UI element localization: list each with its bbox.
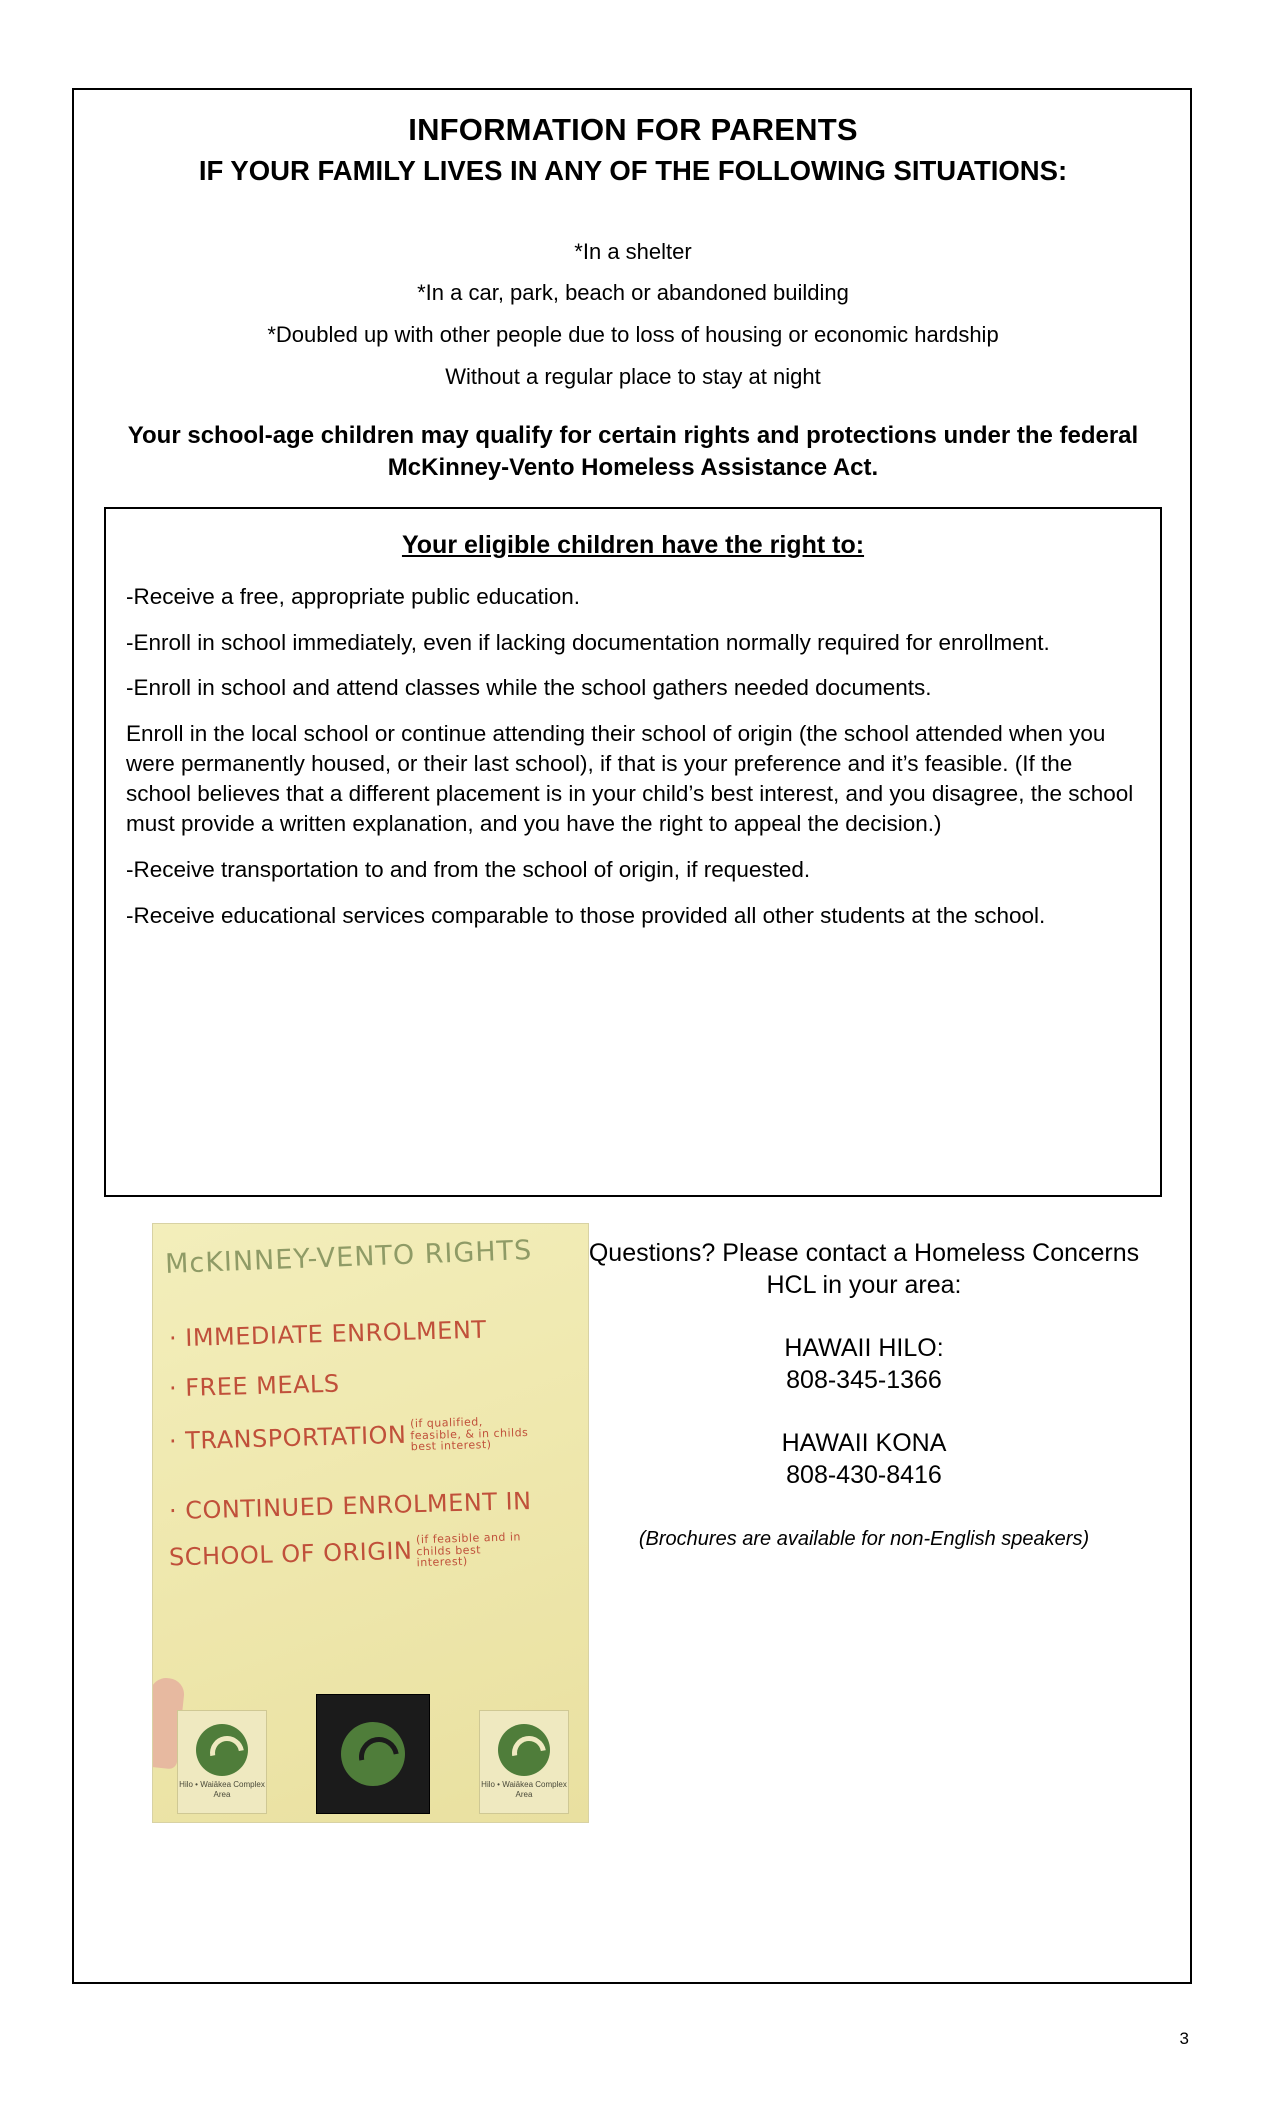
mckinney-vento-rights-poster-photo — [152, 1223, 589, 1823]
complex-area-logo — [177, 1710, 267, 1814]
complex-area-logo-dark — [316, 1694, 430, 1814]
poster-item-note: (if feasible and in childs best interest) — [415, 1529, 522, 1569]
rights-item: -Receive a free, appropriate public education. — [126, 583, 581, 609]
poster-item-text: SCHOOL OF ORIGIN — [168, 1536, 413, 1572]
rights-item: -Enroll in school and attend classes while the school gathers needed documents. — [126, 675, 932, 701]
complex-area-logo — [479, 1710, 569, 1814]
poster-item-text: · IMMEDIATE ENROLMENT — [168, 1315, 487, 1353]
poster-item-note: (if qualified, feasible, & in childs best interest) — [409, 1414, 529, 1453]
photo-column — [104, 1223, 567, 1823]
rights-item: -Receive transportation to and from the school of origin, if requested. — [126, 857, 811, 883]
contact-intro: Questions? Please contact a Homeless Concerns HCL in your area: — [588, 1238, 1140, 1300]
page-subtitle: IF YOUR FAMILY LIVES IN ANY OF THE FOLLOWING SITUATIONS: — [198, 154, 1068, 186]
poster-item-text: · FREE MEALS — [168, 1369, 340, 1402]
office-label: HAWAII KONA — [781, 1428, 947, 1457]
brochure-note: (Brochures are available for non-English speakers) — [638, 1527, 1090, 1550]
qualify-statement: Your school-age children may qualify for certain rights and protections under the federal McKinney-Vento Homeless Assistance Act. — [127, 421, 1139, 482]
poster-item-text: · CONTINUED ENROLMENT IN — [168, 1486, 532, 1525]
poster-item — [169, 1369, 340, 1402]
rights-item: -Enroll in school immediately, even if lacking documentation normally required for enrollment. — [126, 629, 1050, 655]
situation-item: Without a regular place to stay at night — [445, 364, 821, 390]
office-phone: 808-430-8416 — [786, 1461, 942, 1490]
situations-list — [104, 231, 1162, 398]
situation-item: *Doubled up with other people due to loss of housing or economic hardship — [267, 322, 999, 348]
situation-item: *In a car, park, beach or abandoned building — [417, 280, 849, 306]
poster-item-text: · TRANSPORTATION — [168, 1420, 407, 1455]
spiral-icon — [196, 1724, 248, 1776]
spiral-icon — [498, 1724, 550, 1776]
contact-office — [566, 1427, 1162, 1492]
bottom-section — [104, 1223, 1162, 1823]
logo-caption: Hilo • Waiākea Complex Area — [481, 1779, 567, 1799]
document-content — [90, 100, 1176, 1823]
contact-office — [566, 1332, 1162, 1397]
poster-title: McKINNEY-VENTO RIGHTS — [164, 1234, 533, 1280]
rights-item: -Receive educational services comparable to those provided all other students at the school. — [126, 902, 1046, 928]
office-phone: 808-345-1366 — [786, 1366, 942, 1395]
situation-item: *In a shelter — [574, 238, 692, 264]
office-label: HAWAII HILO: — [784, 1333, 944, 1362]
rights-item: Enroll in the local school or continue attending their school of origin (the school attended when you were permanently housed, or their last school), if that is your preference and it’s feasible. (If the school believes that a different placement is in your child’s best interest, and you disagree, the school must provide a written explanation, and you have the right to appeal the decision.) — [126, 721, 1134, 837]
rights-box — [104, 507, 1162, 1197]
logo-caption: Hilo • Waiākea Complex Area — [179, 1779, 265, 1799]
logo-row — [177, 1696, 569, 1814]
page-title: INFORMATION FOR PARENTS — [408, 112, 858, 147]
page-number: 3 — [1179, 2029, 1189, 2048]
rights-heading: Your eligible children have the right to: — [401, 530, 865, 559]
contact-column — [544, 1223, 1162, 1552]
spiral-icon — [341, 1722, 405, 1786]
